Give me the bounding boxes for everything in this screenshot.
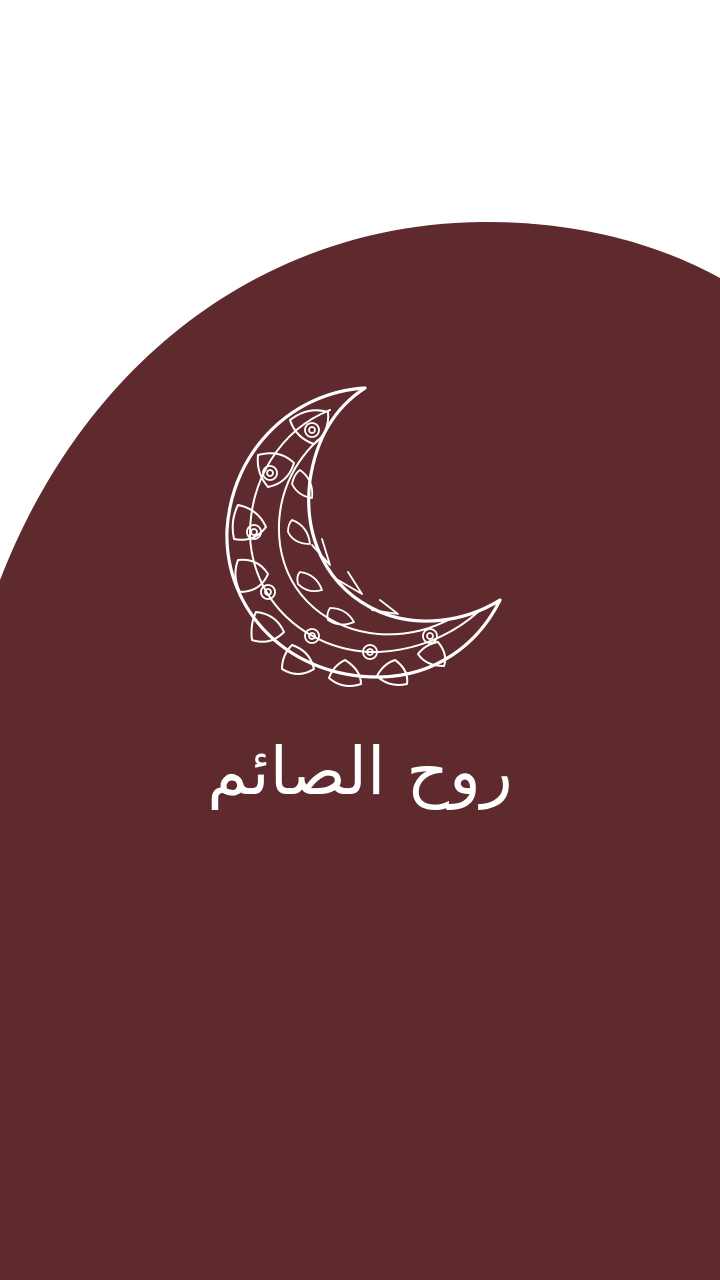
- petal-pattern: [233, 410, 445, 686]
- inner-ornament: [288, 470, 398, 625]
- crescent-inner-band: [250, 410, 478, 652]
- crescent-moon-icon: [200, 370, 520, 700]
- app-title: روح الصائم: [207, 733, 513, 810]
- petal-dots: [247, 423, 437, 659]
- crescent-outline: [227, 388, 500, 677]
